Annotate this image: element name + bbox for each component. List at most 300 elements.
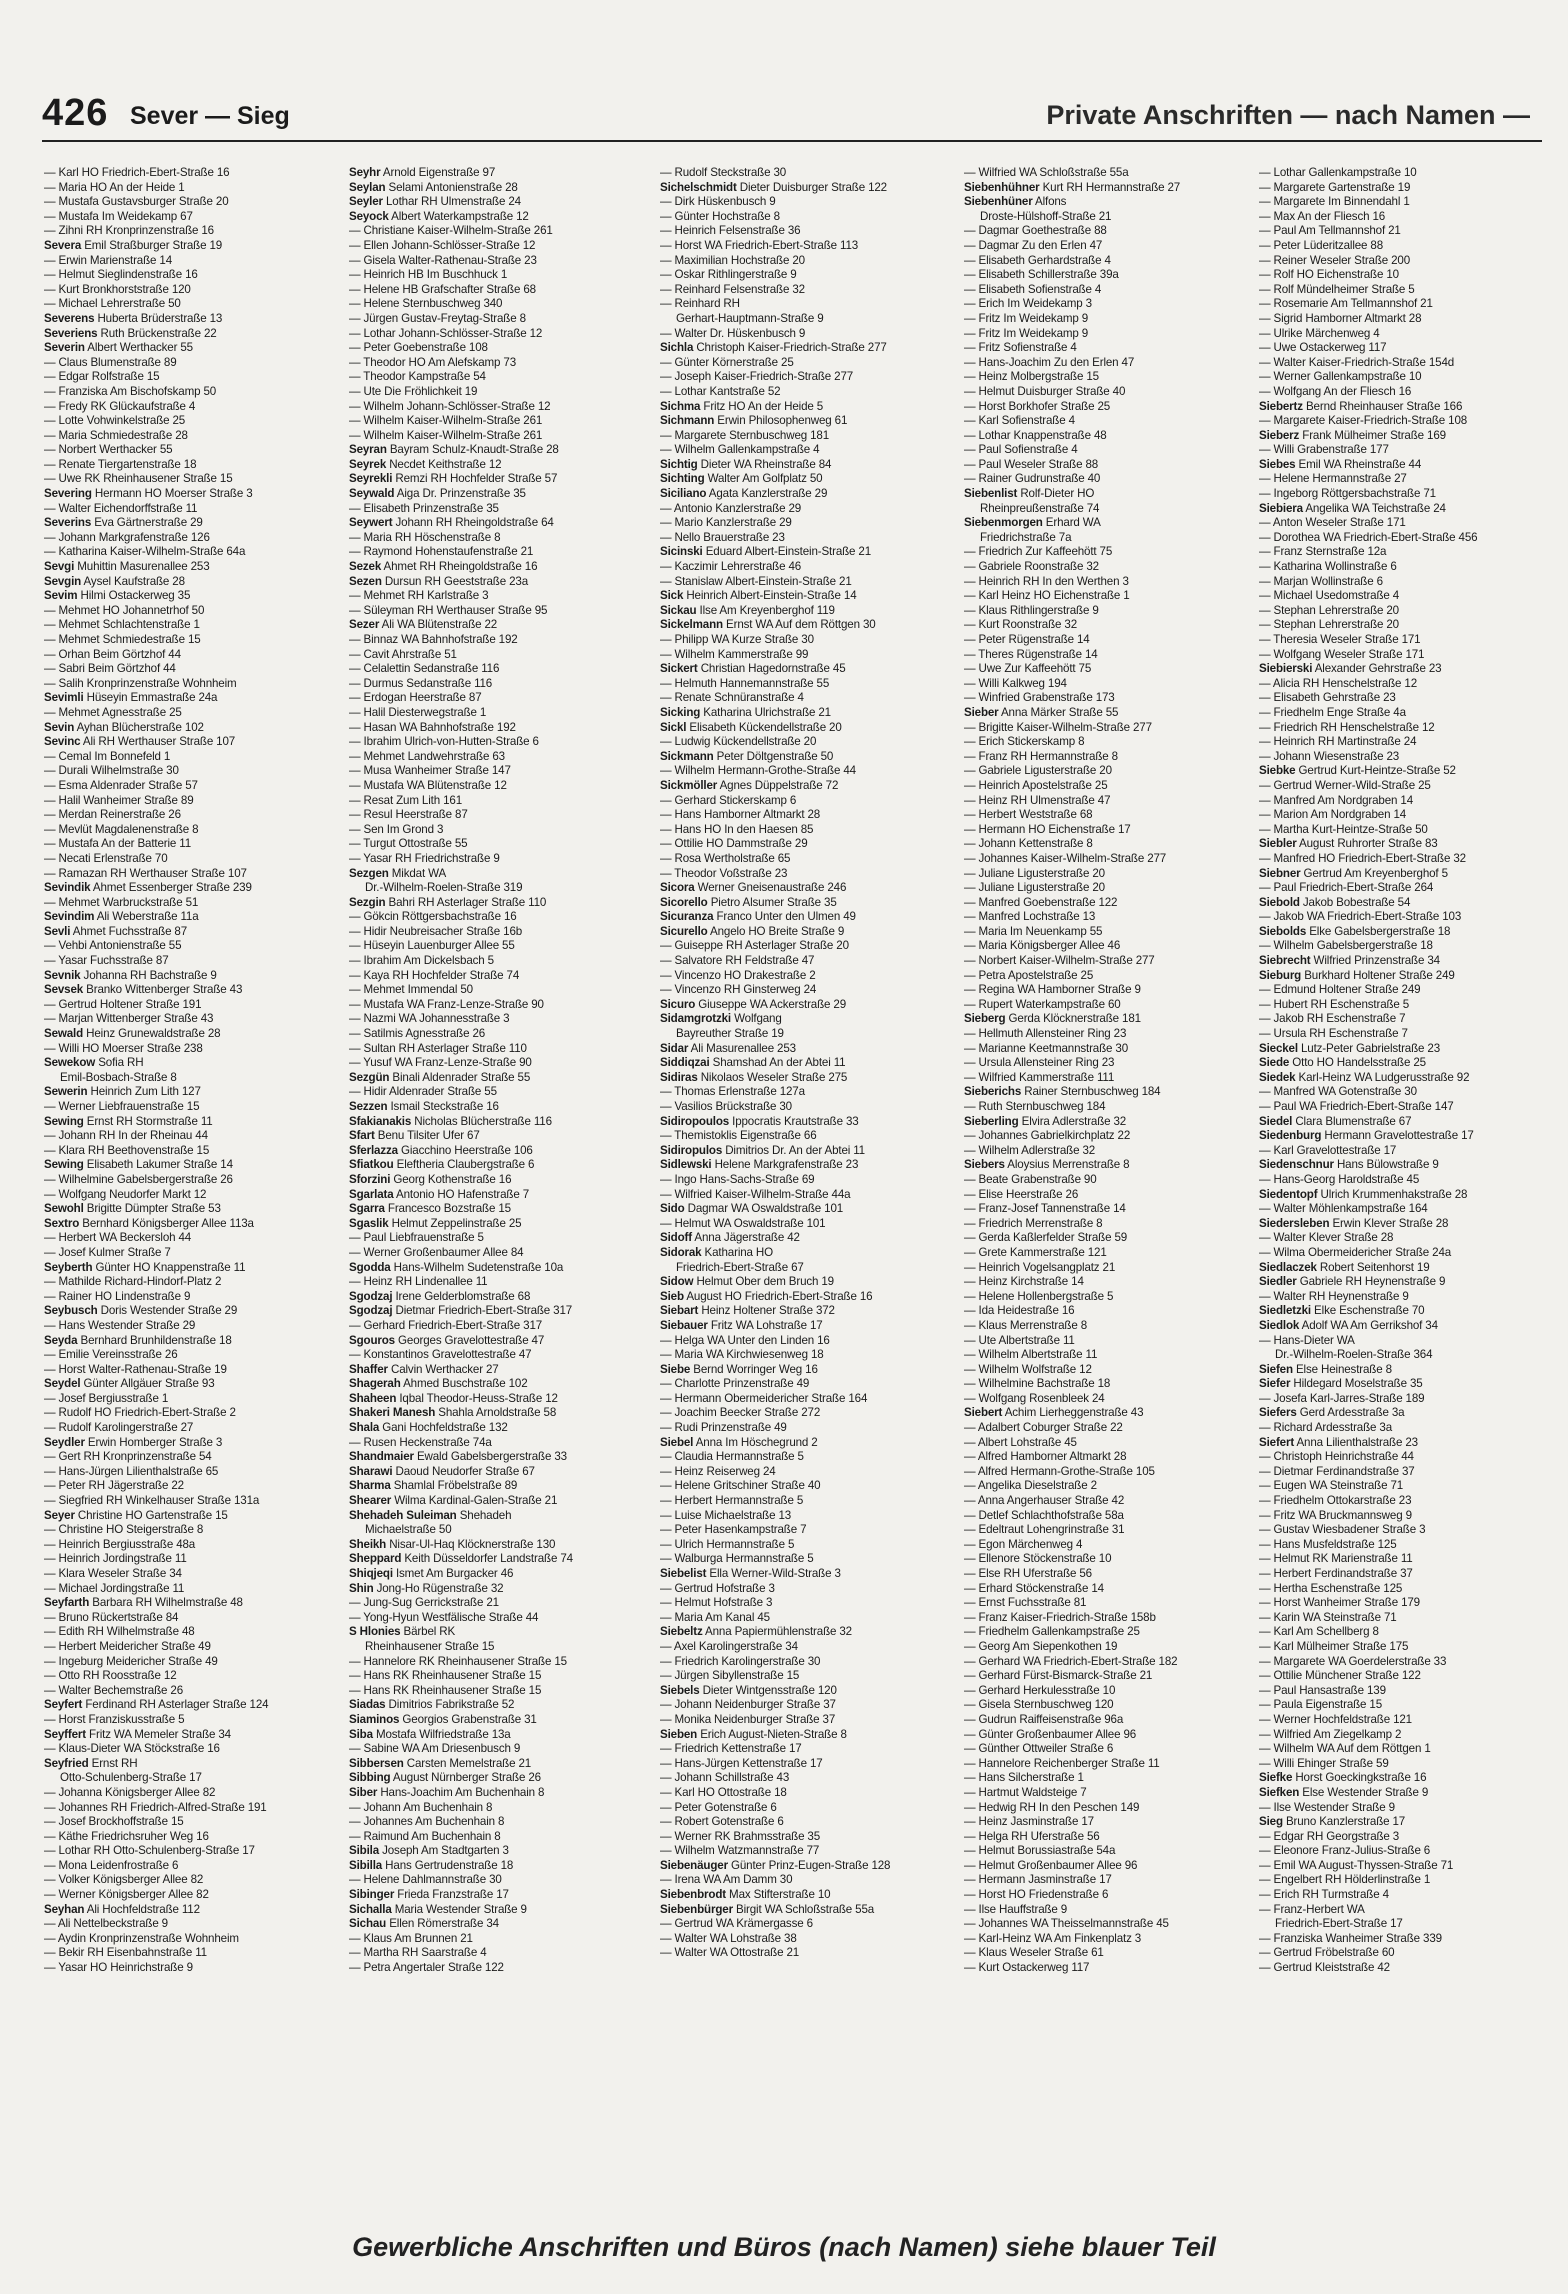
directory-entry: — Franz Sternstraße 12a <box>1259 545 1387 559</box>
surname: Sidoff <box>660 1231 692 1245</box>
directory-entry <box>44 983 344 998</box>
surname: Shakeri Manesh <box>349 1406 436 1420</box>
directory-entry: — Wilhelm Kaiser-Wilhelm-Straße 261 <box>349 414 543 428</box>
directory-entry <box>349 487 649 502</box>
entry-details: Helene Markgrafenstraße 23 <box>711 1158 859 1172</box>
directory-entry <box>660 1319 960 1334</box>
directory-entry: — Karl Am Schellberg 8 <box>1259 1625 1379 1639</box>
directory-entry: — Renate Schnüranstraße 4 <box>660 691 804 705</box>
directory-entry: — Helmut Hofstraße 3 <box>660 1596 773 1610</box>
surname: Sidiropoulos <box>660 1114 730 1128</box>
directory-column-4 <box>964 166 1264 2210</box>
directory-entry <box>349 1713 649 1728</box>
directory-entry: — Erich Stickerskamp 8 <box>964 735 1085 749</box>
directory-entry: — Peter Hasenkampstraße 7 <box>660 1523 807 1537</box>
directory-entry: — Ibrahim Ulrich-von-Hutten-Straße 6 <box>349 735 539 749</box>
directory-entry: — Christoph Heinrichstraße 44 <box>1259 1450 1414 1464</box>
directory-entry: — Yasar RH Friedrichstraße 9 <box>349 851 500 865</box>
directory-entry: — Stephan Lehrerstraße 20 <box>1259 618 1399 632</box>
entry-details: Bayram Schulz-Knaudt-Straße 28 <box>386 443 559 457</box>
directory-entry: — Karl Heinz HO Eichenstraße 1 <box>964 589 1130 603</box>
directory-entry: — Willi Grabenstraße 177 <box>1259 443 1389 457</box>
directory-entry: — Friedrich Kettenstraße 17 <box>660 1742 802 1756</box>
directory-entry: — Alfred Hermann-Grothe-Straße 105 <box>964 1464 1155 1478</box>
directory-entry: — Hans-Jürgen Lilienthalstraße 65 <box>44 1464 219 1478</box>
directory-entry: — Martha RH Saarstraße 4 <box>349 1946 487 1960</box>
directory-entry: — Helmut WA Oswaldstraße 101 <box>660 1216 826 1230</box>
directory-entry: — Ute Albertstraße 11 <box>964 1333 1075 1347</box>
surname: Siebert <box>964 1406 1003 1420</box>
surname: Seyberth <box>44 1260 93 1274</box>
page-header <box>42 92 1530 138</box>
directory-entry <box>349 1859 649 1874</box>
directory-entry: — Halil Diesterwegstraße 1 <box>349 705 487 719</box>
directory-entry <box>660 414 960 429</box>
directory-entry <box>349 1100 649 1115</box>
entry-details: Else Westender Straße 9 <box>1299 1785 1429 1799</box>
surname: Sicorello <box>660 895 708 909</box>
directory-entry: — Wilhelm WA Auf dem Röttgen 1 <box>1259 1742 1431 1756</box>
directory-entry <box>964 1406 1264 1421</box>
directory-entry: — Zihni RH Kronprinzenstraße 16 <box>44 224 214 238</box>
directory-entry <box>349 1786 649 1801</box>
directory-entry: — Konstantinos Gravelottestraße 47 <box>349 1348 532 1362</box>
entry-details: Erich August-Nieten-Straße 8 <box>697 1727 847 1741</box>
page-number: 426 <box>42 92 109 134</box>
directory-entry: — Lotte Vohwinkelstraße 25 <box>44 414 186 428</box>
directory-entry <box>349 1844 649 1859</box>
directory-entry: — Johann Wiesenstraße 23 <box>1259 749 1400 763</box>
directory-entry: — Paul Sofienstraße 4 <box>964 443 1078 457</box>
surname: Sieberichs <box>964 1085 1022 1099</box>
surname: Siebels <box>660 1683 700 1697</box>
entry-details: Ernst WA Auf dem Röttgen 30 <box>722 618 876 632</box>
directory-entry: — Klara RH Beethovenstraße 15 <box>44 1143 210 1157</box>
directory-entry: — Beate Grabenstraße 90 <box>964 1172 1097 1186</box>
directory-entry: — Resat Zum Lith 161 <box>349 793 462 807</box>
directory-entry: — Uwe Zur Kaffeehött 75 <box>964 662 1092 676</box>
surname: Sevimli <box>44 691 84 705</box>
entry-details: Ahmed Buschstraße 102 <box>400 1377 528 1391</box>
directory-entry: — Friedrich Merrenstraße 8 <box>964 1216 1103 1230</box>
directory-entry: — Edith RH Wilhelmstraße 48 <box>44 1625 195 1639</box>
entry-details: Heinrich Albert-Einstein-Straße 14 <box>683 589 857 603</box>
surname: Shagerah <box>349 1377 401 1391</box>
directory-entry <box>1259 1071 1568 1086</box>
entry-details: Johann RH Rheingoldstraße 64 <box>392 516 554 530</box>
directory-entry: — Rusen Heckenstraße 74a <box>349 1435 492 1449</box>
entry-details: Georg Kothenstraße 16 <box>390 1172 512 1186</box>
directory-entry: — Rosemarie Am Tellmannshof 21 <box>1259 297 1433 311</box>
entry-details: Ernst RH <box>88 1756 138 1770</box>
directory-entry <box>349 867 649 882</box>
directory-entry <box>349 1334 649 1349</box>
directory-entry: — Anton Weseler Straße 171 <box>1259 516 1406 530</box>
directory-entry <box>660 341 960 356</box>
directory-entry: — Klaus Merrenstraße 8 <box>964 1318 1087 1332</box>
directory-entry <box>964 1012 1264 1027</box>
directory-entry <box>660 545 960 560</box>
directory-entry: — Heinz Kirchstraße 14 <box>964 1275 1084 1289</box>
directory-entry: Friedrich-Ebert-Straße 17 <box>1275 1917 1403 1931</box>
directory-entry: — Cemal Im Bonnefeld 1 <box>44 749 171 763</box>
entry-details: Georgios Grabenstraße 31 <box>399 1712 537 1726</box>
directory-entry: — Dagmar Zu den Erlen 47 <box>964 238 1103 252</box>
directory-entry: — Yasar Fuchsstraße 87 <box>44 954 169 968</box>
entry-details: Heinz Grunewaldstraße 28 <box>83 1027 221 1041</box>
directory-entry: — Walter Dr. Hüskenbusch 9 <box>660 326 806 340</box>
directory-entry: Droste-Hülshoff-Straße 21 <box>980 209 1112 223</box>
entry-details: Hermann Gravelottestraße 17 <box>1321 1129 1474 1143</box>
directory-entry <box>1259 400 1568 415</box>
directory-entry: — Juliane Ligusterstraße 20 <box>964 881 1105 895</box>
surname: Siedlaczek <box>1259 1260 1317 1274</box>
directory-entry: — Hans-Joachim Zu den Erlen 47 <box>964 355 1135 369</box>
directory-entry: — Karl Gravelottestraße 17 <box>1259 1143 1397 1157</box>
surname: Sewerin <box>44 1085 88 1099</box>
directory-entry: — Heinrich Apostelstraße 25 <box>964 778 1108 792</box>
directory-entry <box>349 1625 649 1640</box>
entry-details: Hildegard Moselstraße 35 <box>1290 1377 1423 1391</box>
directory-entry: — Mustafa Im Weidekamp 67 <box>44 209 193 223</box>
directory-entry <box>349 1363 649 1378</box>
surname: Sgouros <box>349 1333 395 1347</box>
entry-details: Rainer Sternbuschweg 184 <box>1021 1085 1161 1099</box>
directory-entry: — Paul Hansastraße 139 <box>1259 1683 1386 1697</box>
directory-entry: — Eugen WA Steinstraße 71 <box>1259 1479 1404 1493</box>
directory-entry: Emil-Bosbach-Straße 8 <box>60 1070 177 1084</box>
directory-entry: — Reiner Weseler Straße 200 <box>1259 253 1411 267</box>
directory-entry: — Raimund Am Buchenhain 8 <box>349 1829 501 1843</box>
entry-details: Eleftheria Claubergstraße 6 <box>393 1158 535 1172</box>
directory-entry <box>349 1771 649 1786</box>
directory-entry: — Edeltraut Lohengrinstraße 31 <box>964 1523 1125 1537</box>
directory-entry <box>660 1728 960 1743</box>
entry-details: Bärbel RK <box>400 1625 456 1639</box>
directory-entry: — Werner RK Brahmsstraße 35 <box>660 1829 821 1843</box>
directory-entry: — Salih Kronprinzenstraße Wohnheim <box>44 676 237 690</box>
directory-entry: — Theodor Kampstraße 54 <box>349 370 486 384</box>
entry-details: Ferdinand RH Asterlager Straße 124 <box>82 1698 269 1712</box>
directory-entry: — Marianne Keetmannstraße 30 <box>964 1041 1128 1055</box>
directory-entry: — Helmuth Hannemannstraße 55 <box>660 676 830 690</box>
directory-entry <box>1259 458 1568 473</box>
directory-entry: — Werner Gallenkampstraße 10 <box>1259 370 1422 384</box>
surname: Severin <box>44 341 85 355</box>
directory-entry: — Jürgen Gustav-Freytag-Straße 8 <box>349 311 526 325</box>
directory-entry <box>349 1582 649 1597</box>
directory-entry: — Karl HO Friedrich-Ebert-Straße 16 <box>44 166 230 179</box>
directory-entry: — Helene HB Grafschafter Straße 68 <box>349 282 536 296</box>
directory-entry: — Walburga Hermannstraße 5 <box>660 1552 814 1566</box>
entry-details: Adolf WA Am Gerrikshof 34 <box>1299 1318 1438 1332</box>
surname: Siddiqzai <box>660 1056 710 1070</box>
surname: Shehadeh Suleiman <box>349 1508 457 1522</box>
directory-entry <box>660 1231 960 1246</box>
directory-entry: — Elisabeth Schillerstraße 39a <box>964 268 1119 282</box>
directory-entry <box>44 1115 344 1130</box>
directory-entry: — Johann Markgrafenstraße 126 <box>44 530 210 544</box>
directory-entry <box>349 472 649 487</box>
directory-entry: — Engelbert RH Hölderlinstraße 1 <box>1259 1873 1431 1887</box>
directory-entry: — Helmut Borussiastraße 54a <box>964 1844 1116 1858</box>
surname: Sichmann <box>660 414 715 428</box>
entry-details: Anna Jägerstraße 42 <box>691 1231 800 1245</box>
directory-entry: Dr.-Wilhelm-Roelen-Straße 364 <box>1275 1348 1433 1362</box>
surname: Sgaslik <box>349 1216 389 1230</box>
entry-details: Ali Masurenallee 253 <box>688 1041 796 1055</box>
entry-details: Eva Gärtnerstraße 29 <box>91 516 203 530</box>
entry-details: Gertrud Am Kreyenberghof 5 <box>1300 866 1448 880</box>
entry-details: Hans-Joachim Am Buchenhain 8 <box>377 1785 545 1799</box>
directory-entry <box>349 1158 649 1173</box>
surname: Sezzen <box>349 1100 388 1113</box>
directory-entry: — Ibrahim Am Dickelsbach 5 <box>349 954 494 968</box>
directory-entry: — Hedwig RH In den Peschen 149 <box>964 1800 1140 1814</box>
surname: Sezgin <box>349 895 386 909</box>
directory-entry: — Gustav Wiesbadener Straße 3 <box>1259 1523 1426 1537</box>
entry-details: Shamlal Fröbelstraße 89 <box>390 1479 518 1493</box>
surname: Sieburg <box>1259 968 1302 982</box>
directory-entry <box>660 589 960 604</box>
directory-entry: — Franziska Am Bischofskamp 50 <box>44 384 217 398</box>
entry-details: Anna Im Höschegrund 2 <box>693 1435 818 1449</box>
entry-details: Ella Werner-Wild-Straße 3 <box>706 1567 841 1580</box>
directory-entry: — Margarete Im Binnendahl 1 <box>1259 195 1410 209</box>
directory-entry <box>44 881 344 896</box>
directory-entry: — Paul Friedrich-Ebert-Straße 264 <box>1259 881 1434 895</box>
directory-entry <box>349 458 649 473</box>
directory-entry: — Hans-Dieter WA <box>1259 1333 1355 1347</box>
directory-entry <box>349 618 649 633</box>
surname: Sicinski <box>660 545 703 559</box>
directory-entry: — Walter Bechemstraße 26 <box>44 1683 184 1697</box>
directory-entry <box>660 1158 960 1173</box>
directory-entry: — Gabriele Ligusterstraße 20 <box>964 764 1112 778</box>
directory-entry: — Eleonore Franz-Julius-Straße 6 <box>1259 1844 1431 1858</box>
directory-entry: — Helene Hollenbergstraße 5 <box>964 1289 1114 1303</box>
directory-entry: — Uwe Ostackerweg 117 <box>1259 341 1387 355</box>
directory-entry: — Else RH Uferstraße 56 <box>964 1567 1092 1580</box>
directory-entry: — Gert RH Kronprinzenstraße 54 <box>44 1450 212 1464</box>
entry-details: Gerd Ardesstraße 3a <box>1296 1406 1405 1420</box>
directory-entry <box>1259 1436 1568 1451</box>
surname: Sido <box>660 1202 685 1216</box>
directory-entry <box>964 487 1264 502</box>
directory-entry <box>349 1071 649 1086</box>
surname: Sezer <box>349 618 380 632</box>
surname: Sidiropulos <box>660 1143 723 1157</box>
entry-details: Necdet Keithstraße 12 <box>386 457 502 471</box>
directory-entry: — Bekir RH Eisenbahnstraße 11 <box>44 1946 207 1960</box>
directory-entry <box>349 896 649 911</box>
directory-entry: — Nello Brauerstraße 23 <box>660 530 785 544</box>
entry-details: Angelika WA Teichstraße 24 <box>1302 501 1446 515</box>
directory-entry: — Karl-Heinz WA Am Finkenplatz 3 <box>964 1931 1142 1945</box>
surname: Sgodzaj <box>349 1289 393 1303</box>
surname: Sewing <box>44 1158 84 1172</box>
directory-entry: — Ottilie HO Dammstraße 29 <box>660 837 808 851</box>
directory-entry: — Elisabeth Gerhardstraße 4 <box>964 253 1111 267</box>
directory-entry: — Emilie Vereinsstraße 26 <box>44 1348 178 1362</box>
directory-entry: — Dagmar Goethestraße 88 <box>964 224 1107 238</box>
directory-entry: — Käthe Friedrichsruher Weg 16 <box>44 1829 209 1843</box>
surname: Sichtig <box>660 457 698 471</box>
directory-column-1 <box>44 166 344 2210</box>
surname: Shaffer <box>349 1362 388 1376</box>
directory-entry <box>1259 764 1568 779</box>
entry-details: Hilmi Ostackerweg 35 <box>77 589 191 603</box>
directory-entry: — Vehbi Antonienstraße 55 <box>44 939 182 953</box>
directory-entry <box>349 1479 649 1494</box>
directory-entry: — Norbert Kaiser-Wilhelm-Straße 277 <box>964 954 1155 968</box>
directory-entry: — Erhard Stöckenstraße 14 <box>964 1581 1104 1595</box>
directory-entry <box>44 1304 344 1319</box>
directory-columns <box>44 166 1568 2210</box>
directory-entry <box>349 1538 649 1553</box>
directory-entry <box>660 998 960 1013</box>
surname: Siedenburg <box>1259 1129 1322 1143</box>
directory-entry: — Resul Heerstraße 87 <box>349 808 468 822</box>
surname: Seyhr <box>349 166 381 179</box>
directory-entry: — Ingeburg Meidericher Straße 49 <box>44 1654 218 1668</box>
directory-entry: — Hans RK Rheinhausener Straße 15 <box>349 1669 542 1683</box>
directory-entry: — Gertrud Werner-Wild-Straße 25 <box>1259 778 1431 792</box>
entry-details: Ahmet Essenberger Straße 239 <box>90 881 252 895</box>
directory-entry <box>660 1115 960 1130</box>
directory-entry: — Wilfried Am Ziegelkamp 2 <box>1259 1727 1402 1741</box>
directory-entry <box>349 1173 649 1188</box>
surname: Sezek <box>349 560 382 574</box>
directory-entry: — Wilfried WA Schloßstraße 55a <box>964 166 1129 179</box>
directory-entry <box>660 1903 960 1918</box>
directory-entry: — Gertrud WA Krämergasse 6 <box>660 1917 813 1931</box>
directory-entry: — Volker Königsberger Allee 82 <box>44 1873 204 1887</box>
entry-details: Werner Gneisenaustraße 246 <box>694 881 847 895</box>
directory-entry: — Helene Sternbuschweg 340 <box>349 297 503 311</box>
entry-details: Calvin Werthacker 27 <box>387 1362 499 1376</box>
surname: Siedler <box>1259 1275 1297 1289</box>
directory-entry: — Hans Westender Straße 29 <box>44 1318 196 1332</box>
directory-entry: — Werner Hochfeldstraße 121 <box>1259 1712 1412 1726</box>
directory-entry: — Theresia Weseler Straße 171 <box>1259 633 1421 646</box>
directory-entry: — Renate Tiergartenstraße 18 <box>44 457 197 471</box>
directory-entry: — Franziska Wanheimer Straße 339 <box>1259 1931 1442 1945</box>
directory-entry: — Johann Kettenstraße 8 <box>964 837 1093 851</box>
directory-entry: — Ludwig Kückendellstraße 20 <box>660 735 817 749</box>
directory-entry <box>349 1115 649 1130</box>
directory-entry: — Maria RH Höschenstraße 8 <box>349 530 501 544</box>
directory-entry: — Mehmet RH Karlstraße 3 <box>349 589 489 603</box>
entry-details: Heinrich Zum Lith 127 <box>87 1085 201 1099</box>
entry-details: Hüseyin Emmastraße 24a <box>83 691 218 705</box>
directory-entry <box>349 1450 649 1465</box>
directory-entry <box>1259 1304 1568 1319</box>
directory-entry: — Joseph Kaiser-Friedrich-Straße 277 <box>660 370 854 384</box>
directory-entry: — Helmut RK Marienstraße 11 <box>1259 1552 1413 1566</box>
entry-details: Ismail Steckstraße 16 <box>387 1100 499 1113</box>
directory-entry: — Manfred Goebenstraße 122 <box>964 895 1118 909</box>
directory-entry: — Jakob RH Eschenstraße 7 <box>1259 1012 1406 1026</box>
entry-details: Benu Tilsiter Ufer 67 <box>374 1129 480 1143</box>
surname: Sezen <box>349 574 382 588</box>
directory-entry <box>349 1509 649 1524</box>
directory-entry <box>1259 925 1568 940</box>
entry-details: Gabriele RH Heynenstraße 9 <box>1296 1275 1446 1289</box>
directory-entry: — Christiane Kaiser-Wilhelm-Straße 261 <box>349 224 553 238</box>
directory-entry <box>349 1567 649 1582</box>
entry-details: Ali Hochfeldstraße 112 <box>84 1902 200 1916</box>
entry-details: Ahmet Fuchsstraße 87 <box>70 924 188 938</box>
surname: Siede <box>1259 1056 1290 1070</box>
directory-entry: — Jakob WA Friedrich-Ebert-Straße 103 <box>1259 910 1462 924</box>
surname: Sidorak <box>660 1245 702 1259</box>
surname: Shiqjeqi <box>349 1567 393 1580</box>
directory-entry: — Esma Aldenrader Straße 57 <box>44 778 198 792</box>
entry-details: Hans-Wilhelm Sudetenstraße 10a <box>390 1260 564 1274</box>
directory-entry: — Hans Hamborner Altmarkt 28 <box>660 808 821 822</box>
surname: Shearer <box>349 1494 392 1508</box>
directory-entry: — Heinrich Felsenstraße 36 <box>660 224 801 238</box>
directory-entry: — Johanna Königsberger Allee 82 <box>44 1785 216 1799</box>
directory-entry: — Mehmet Immendal 50 <box>349 983 473 997</box>
surname: Sieberling <box>964 1114 1019 1128</box>
surname: Seyrekli <box>349 472 393 486</box>
surname: Seyock <box>349 209 389 223</box>
directory-entry: — Adalbert Coburger Straße 22 <box>964 1421 1123 1435</box>
entry-details: Selami Antonienstraße 28 <box>385 180 518 194</box>
directory-entry: — Orhan Beim Görtzhof 44 <box>44 647 181 661</box>
directory-entry <box>660 487 960 502</box>
directory-entry: — Antonio Kanzlerstraße 29 <box>660 501 802 515</box>
directory-entry <box>1259 1042 1568 1057</box>
directory-entry: — Hidir Aldenrader Straße 55 <box>349 1085 497 1099</box>
directory-entry <box>44 1027 344 1042</box>
directory-entry: — Manfred Lochstraße 13 <box>964 910 1096 924</box>
directory-entry: — Ottilie Münchener Straße 122 <box>1259 1669 1421 1683</box>
entry-details: Nikolaos Weseler Straße 275 <box>697 1070 848 1084</box>
surname: Severa <box>44 238 82 252</box>
directory-entry: — Heinrich Vogelsangplatz 21 <box>964 1260 1116 1274</box>
surname: Siaminos <box>349 1712 400 1726</box>
directory-entry: — Hubert RH Eschenstraße 5 <box>1259 997 1410 1011</box>
directory-entry: — Wilhelm Watzmannstraße 77 <box>660 1844 820 1858</box>
surname: Sfart <box>349 1129 375 1143</box>
directory-entry: — Mehmet Schlachtenstraße 1 <box>44 618 200 632</box>
directory-entry: — Josef Bergiusstraße 1 <box>44 1391 169 1405</box>
surname: Severiens <box>44 326 98 340</box>
surname: Sibilla <box>349 1858 383 1872</box>
directory-entry: Michaelstraße 50 <box>365 1523 452 1537</box>
directory-entry <box>964 1115 1264 1130</box>
directory-entry: — Klaus Weseler Straße 61 <box>964 1946 1104 1960</box>
entry-details: August HO Friedrich-Ebert-Straße 16 <box>683 1289 873 1303</box>
entry-details: Hermann HO Moerser Straße 3 <box>91 487 253 501</box>
directory-entry <box>349 1144 649 1159</box>
directory-entry: — Richard Ardesstraße 3a <box>1259 1421 1393 1435</box>
surname: Siebke <box>1259 764 1296 778</box>
surname: Sharawi <box>349 1464 393 1478</box>
directory-entry: — Ursula Allensteiner Ring 23 <box>964 1056 1115 1070</box>
directory-entry <box>660 1056 960 1071</box>
entry-details: Pietro Alsumer Straße 35 <box>707 895 837 909</box>
directory-entry <box>660 721 960 736</box>
directory-entry: — Edmund Holtener Straße 249 <box>1259 983 1421 997</box>
directory-entry: — Merdan Reinerstraße 26 <box>44 808 181 822</box>
directory-entry: — Herbert Ferdinandstraße 37 <box>1259 1567 1413 1580</box>
directory-entry: — Erdogan Heerstraße 87 <box>349 691 482 705</box>
entry-details: Hans Bülowstraße 9 <box>1333 1158 1439 1172</box>
